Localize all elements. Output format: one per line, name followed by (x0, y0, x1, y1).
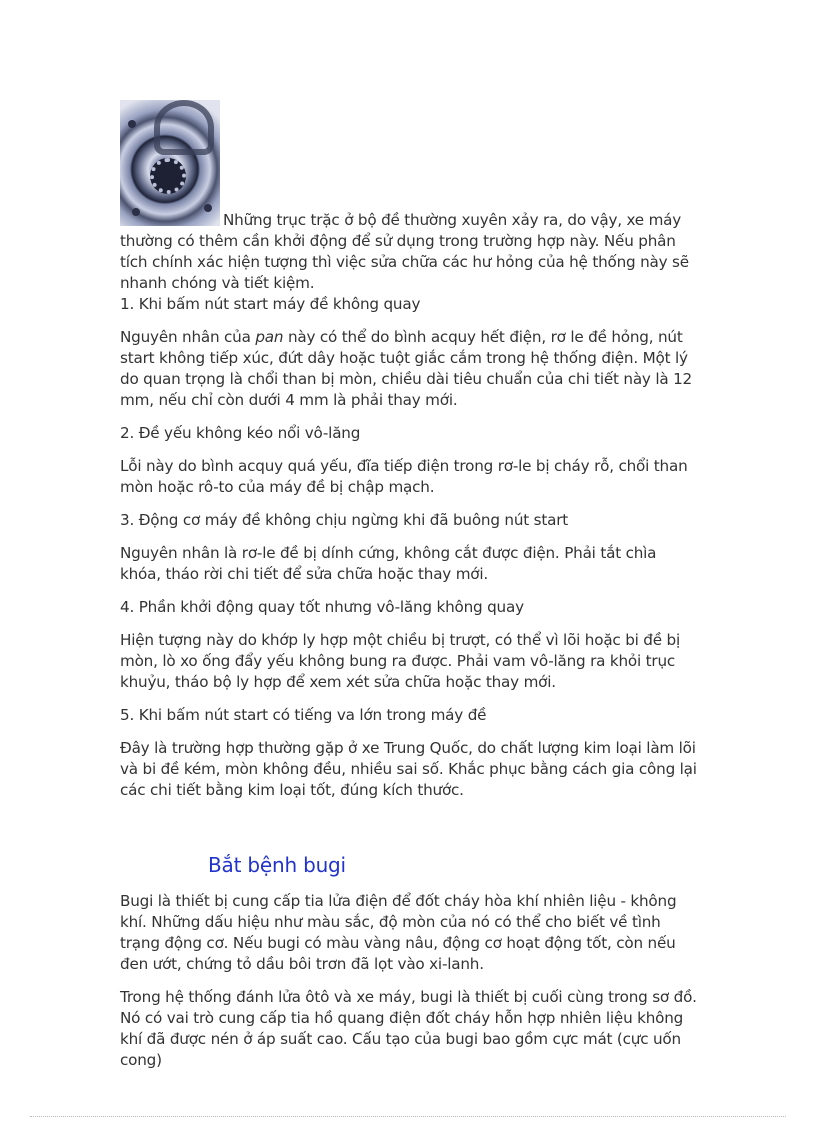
item-body-4: Hiện tượng này do khớp ly hợp một chiều bị trượt, có thể vì lõi hoặc bi đề bị mòn, lò xo ống đẩy yếu không bung ra được. Phải vam vô-lăng ra khỏi trục khuỷu, tháo bộ ly hợp để xem xét sửa chữa hoặc thay mới. (120, 631, 680, 691)
section-paragraph-1: Bugi là thiết bị cung cấp tia lửa điện để đốt cháy hòa khí nhiên liệu - không khí. Những dấu hiệu như màu sắc, độ mòn của nó có thể cho biết về tình trạng động cơ. Nếu bugi có màu vàng nâu, động cơ hoạt động tốt, còn nếu đen ướt, chứng tỏ dầu bôi trơn đã lọt vào xi-lanh. (120, 892, 677, 973)
item-heading-5: 5. Khi bấm nút start có tiếng va lớn trong máy đề (120, 706, 487, 724)
section-title: Bắt bệnh bugi (208, 853, 346, 877)
section-paragraph-2: Trong hệ thống đánh lửa ôtô và xe máy, bugi là thiết bị cuối cùng trong sơ đồ. Nó có vai trò cung cấp tia hồ quang điện đốt cháy hỗn hợp nhiên liệu không khí đã được nén ở áp suất cao. Cấu tạo của bugi bao gồm cực mát (cực uốn cong) (120, 988, 697, 1069)
item-body-1-italic: pan (255, 328, 284, 346)
bolt-shape (132, 208, 140, 216)
bolt-shape (204, 204, 212, 212)
item-body-5: Đây là trường hợp thường gặp ở xe Trung Quốc, do chất lượng kim loại làm lõi và bi đề kém, mòn không đều, nhiều sai số. Khắc phục bằng cách gia công lại các chi tiết bằng kim loại tốt, đúng kích thước. (120, 739, 697, 799)
item-body-1-part-b: này có thể do bình acquy hết điện, rơ le đề hỏng, nút start không tiếp xúc, đứt dây hoặc tuột giắc cắm trong hệ thống điện. Một lý do quan trọng là chổi than bị mòn, chiều dài tiêu chuẩn của chi tiết này là 12 mm, nếu chỉ còn dưới 4 mm là phải thay mới. (120, 328, 693, 409)
bolt-shape (128, 120, 136, 128)
item-heading-1: 1. Khi bấm nút start máy đề không quay (120, 295, 421, 313)
item-heading-3: 3. Động cơ máy đề không chịu ngừng khi đã buông nút start (120, 511, 569, 529)
item-body-1-part-a: Nguyên nhân của (120, 328, 256, 346)
item-body-3: Nguyên nhân là rơ-le đề bị dính cứng, không cắt được điện. Phải tắt chìa khóa, tháo rời chi tiết để sửa chữa hoặc thay mới. (120, 544, 657, 583)
item-heading-4: 4. Phần khởi động quay tốt nhưng vô-lăng không quay (120, 598, 524, 616)
belt-shape (154, 100, 214, 155)
flywheel-hub (150, 158, 186, 194)
intro-paragraph: Những trục trặc ở bộ đề thường xuyên xảy ra, do vậy, xe máy thường có thêm cần khởi động để sử dụng trong trường hợp này. Nếu phân tích chính xác hiện tượng thì việc sửa chữa các hư hỏng của hệ thống này sẽ nhanh chóng và tiết kiệm. (120, 211, 689, 292)
article-body (120, 100, 700, 1083)
page-divider (30, 1116, 786, 1117)
starter-motor-photo (120, 100, 220, 226)
item-body-2: Lỗi này do bình acquy quá yếu, đĩa tiếp điện trong rơ-le bị cháy rỗ, chổi than mòn hoặc rô-to của máy đề bị chập mạch. (120, 457, 688, 496)
item-heading-2: 2. Đề yếu không kéo nổi vô-lăng (120, 424, 361, 442)
item-body-1 (120, 327, 700, 411)
